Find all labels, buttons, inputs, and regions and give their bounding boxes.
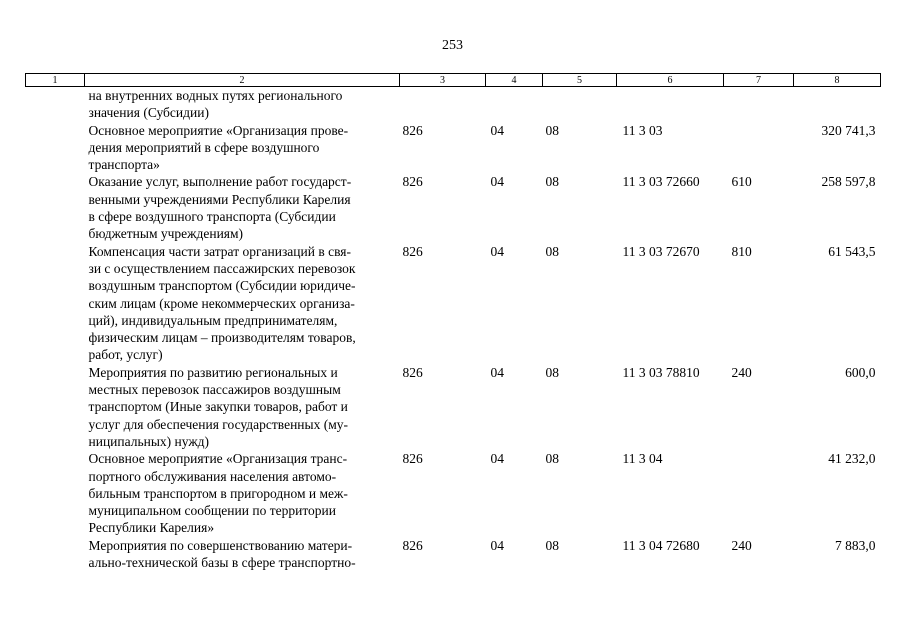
description-line: зи с осуществлением пассажирских перевозок [88,260,356,276]
subsection-code-cell: 08 [545,451,559,467]
ministry-code-cell: 826 [402,451,423,467]
table-row [26,87,881,122]
description-line: в сфере воздушного транспорта (Субсидии [88,209,336,225]
amount-cell: 600,0 [845,364,876,380]
description-cell [85,364,400,450]
page-number: 253 [442,38,463,53]
table-row [26,173,881,242]
expense-type-cell: 240 [731,537,752,553]
row-number-cell [26,364,85,450]
description-cell [85,173,400,242]
description-line: дения мероприятий в сфере воздушного [88,139,320,155]
section-code-cell [486,87,543,122]
section-code-cell: 04 [490,364,504,380]
description-line: портного обслуживания населения автомо- [88,468,337,484]
column-header: 6 [617,74,724,87]
description-line: Мероприятия по развитию региональных и [88,364,338,380]
description-line: бильным транспортом в пригородном и меж- [88,485,348,501]
description-cell [85,122,400,174]
table-header [26,74,881,87]
description-line: Основное мероприятие «Организация транс- [88,451,348,467]
description-line: Республики Карелия» [88,520,215,536]
subsection-code-cell: 08 [545,174,559,190]
description-line: венными учреждениями Республики Карелия [88,191,351,207]
budget-table [25,73,881,571]
description-line: Основное мероприятие «Организация прове- [88,122,349,138]
ministry-code-cell: 826 [402,537,423,553]
row-number-cell [26,537,85,572]
target-item-cell: 11 3 03 [622,122,663,138]
ministry-code-cell: 826 [402,122,423,138]
description-cell [85,537,400,572]
subsection-code-cell: 08 [545,243,559,259]
description-line: Компенсация части затрат организаций в свя- [88,243,351,259]
table-row [26,122,881,174]
ministry-code-cell: 826 [402,174,423,190]
amount-cell: 41 232,0 [828,451,876,467]
column-header: 3 [400,74,486,87]
section-code-cell: 04 [490,243,504,259]
ministry-code-cell: 826 [402,364,423,380]
description-line: бюджетным учреждениям) [88,226,244,242]
description-line: ций), индивидуальным предпринимателям, [88,312,338,328]
header-row [26,74,881,87]
description-line: ским лицам (кроме некоммерческих организа- [88,295,355,311]
section-code-cell: 04 [490,122,504,138]
target-item-cell: 11 3 04 72680 [622,537,700,553]
column-header: 8 [794,74,881,87]
amount-cell: 258 597,8 [821,174,876,190]
target-item-cell: 11 3 03 78810 [622,364,700,380]
amount-cell [794,87,881,122]
subsection-code-cell: 08 [545,537,559,553]
row-number-cell [26,87,85,122]
section-code-cell: 04 [490,537,504,553]
description-line: ниципальных) нужд) [88,433,210,449]
row-number-cell [26,173,85,242]
target-item-cell: 11 3 03 72660 [622,174,700,190]
expense-type-cell: 240 [731,364,752,380]
description-line: муниципальном сообщении по территории [88,503,336,519]
subsection-code-cell [543,87,617,122]
description-line: Мероприятия по совершенствованию матери- [88,537,353,553]
expense-type-cell [724,450,794,536]
description-line: ально-технической базы в сфере транспортно- [88,555,356,571]
table-body [26,87,881,572]
target-item-cell: 11 3 04 [622,451,663,467]
description-line: работ, услуг) [88,347,163,363]
column-header: 4 [486,74,543,87]
subsection-code-cell: 08 [545,122,559,138]
subsection-code-cell: 08 [545,364,559,380]
target-item-cell [617,87,724,122]
section-code-cell: 04 [490,451,504,467]
description-line: транспорта» [88,157,160,173]
expense-type-cell: 810 [731,243,752,259]
row-number-cell [26,243,85,364]
amount-cell: 7 883,0 [835,537,876,553]
description-line: физическим лицам – производителям товаров, [88,330,356,346]
section-code-cell: 04 [490,174,504,190]
row-number-cell [26,450,85,536]
column-header: 1 [26,74,85,87]
expense-type-cell [724,122,794,174]
table-row [26,450,881,536]
description-line: значения (Субсидии) [88,105,209,121]
description-line: транспортом (Иные закупки товаров, работ и [88,399,348,415]
description-line: местных перевозок пассажиров воздушным [88,382,341,398]
table-row [26,537,881,572]
table-row [26,364,881,450]
column-header: 5 [543,74,617,87]
expense-type-cell: 610 [731,174,752,190]
amount-cell: 61 543,5 [828,243,876,259]
table-row [26,243,881,364]
description-line: услуг для обеспечения государственных (му- [88,416,349,432]
description-line: Оказание услуг, выполнение работ государст- [88,174,352,190]
description-line: на внутренних водных путях регионального [88,88,343,103]
amount-cell: 320 741,3 [821,122,876,138]
column-header: 7 [724,74,794,87]
description-line: воздушным транспортом (Субсидии юридиче- [88,278,356,294]
target-item-cell: 11 3 03 72670 [622,243,700,259]
description-cell [85,450,400,536]
column-header: 2 [85,74,400,87]
ministry-code-cell [400,87,486,122]
row-number-cell [26,122,85,174]
expense-type-cell [724,87,794,122]
description-cell [85,243,400,364]
description-cell [85,87,400,122]
ministry-code-cell: 826 [402,243,423,259]
